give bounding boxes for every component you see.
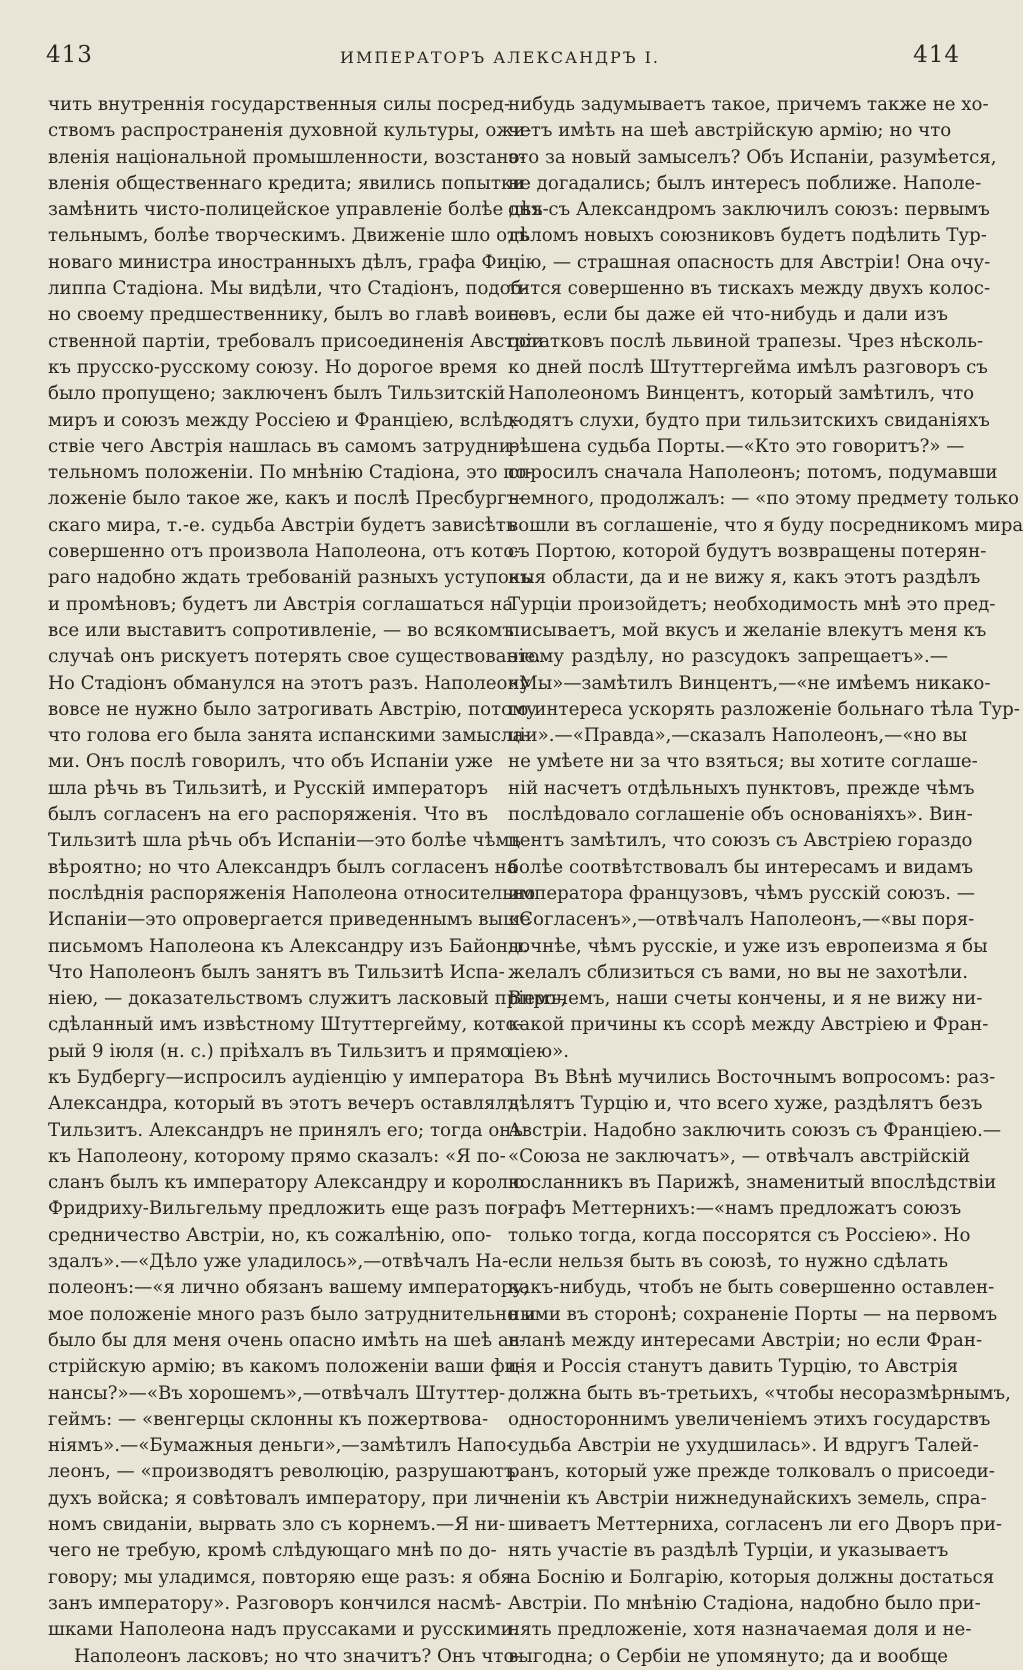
text-line: скаго мира, т.-е. судьба Австріи будетъ зависѣть [48, 514, 516, 536]
text-line: ранъ, который уже прежде толковалъ о присоеди- [508, 1461, 995, 1483]
text-line: должна быть въ-третьихъ, «чтобы несоразмѣрнымъ, [508, 1382, 1011, 1404]
left-text-column [48, 92, 567, 1670]
text-line: Что Наполеонъ былъ занятъ въ Тильзитѣ Испа- [48, 961, 505, 983]
text-line: шла рѣчь въ Тильзитѣ, и Русскій императоръ [48, 777, 488, 799]
text-line: это за новый замыселъ? Объ Испаніи, разумѣется, [508, 146, 997, 168]
text-line: нансы?»—«Въ хорошемъ»,—отвѣчалъ Штуттер- [48, 1382, 506, 1404]
text-line: дѣлятъ Турцію и, что всего хуже, раздѣлятъ безъ [508, 1093, 983, 1115]
text-line: не догадались; былъ интересъ поближе. Наполе- [508, 172, 982, 194]
text-line: дѣломъ новыхъ союзниковъ будетъ подѣлить Тур- [508, 225, 987, 247]
text-line: духъ войска; я совѣтовалъ императору, при лич- [48, 1487, 516, 1509]
text-line: ціею». [508, 1040, 570, 1062]
text-line: шками Наполеона надъ пруссаками и русскими. [48, 1619, 519, 1641]
text-line: чего не требую, кромѣ слѣдующаго мнѣ по до- [48, 1540, 497, 1562]
text-line: одностороннимъ увеличеніемъ этихъ государствъ [508, 1408, 991, 1430]
text-line: ній насчетъ отдѣльныхъ пунктовъ, прежде чѣмъ [508, 777, 975, 799]
text-line: спросилъ сначала Наполеонъ; потомъ, подумавши [508, 462, 998, 484]
text-line: здалъ».—«Дѣло уже уладилось»,—отвѣчалъ На- [48, 1251, 509, 1273]
text-line: ныя области, да и не вижу я, какъ этотъ раздѣлъ [508, 567, 981, 589]
text-line: ходятъ слухи, будто при тильзитскихъ свиданіяхъ [508, 409, 990, 431]
right-page-number: 414 [913, 42, 960, 68]
text-line: полеонъ:—«я лично обязанъ вашему императору; [48, 1277, 530, 1299]
text-line: желалъ сблизиться съ вами, но вы не захотѣли. [508, 961, 968, 983]
text-line: случаѣ онъ рискуетъ потерять свое существованіе. [48, 646, 541, 668]
text-line: было бы для меня очень опасно имѣть на шеѣ ав- [48, 1329, 526, 1351]
text-line: писываетъ, мой вкусъ и желаніе влекутъ меня къ [508, 619, 987, 641]
text-line: Александра, который въ этотъ вечеръ оставлялъ [48, 1093, 519, 1115]
text-line: ніею, — доказательствомъ служитъ ласковый пріемъ, [48, 988, 567, 1010]
text-line: ложеніе было такое же, какъ и послѣ Пресбургъ- [48, 488, 525, 510]
text-line: съ Портою, которой будутъ возвращены потерян- [508, 541, 987, 563]
left-page-number: 413 [46, 42, 93, 68]
text-line: «Мы»—замѣтилъ Винцентъ,—«не имѣемъ никако- [508, 672, 991, 694]
text-line: липпа Стадіона. Мы видѣли, что Стадіонъ, подоб- [48, 278, 528, 300]
text-line: послѣднія распоряженія Наполеона относительно [48, 882, 536, 904]
text-line: Но Стадіонъ обманулся на этотъ разъ. Наполеону [48, 672, 531, 694]
text-line: Фридриху-Вильгельму предложить еще разъ по- [48, 1198, 515, 1220]
text-line: номъ свиданіи, вырвать зло съ корнемъ.—Я ни- [48, 1514, 506, 1536]
text-line: новаго министра иностранныхъ дѣлъ, графа Фи- [48, 251, 515, 273]
text-line: ція и Россія станутъ давить Турцію, то Австрія [508, 1356, 959, 1378]
text-line: нибудь задумываетъ такое, причемъ также не хо- [508, 94, 989, 115]
text-line: геймъ: — «венгерцы склонны къ пожертвова- [48, 1408, 489, 1430]
text-line: судьба Австріи не ухудшилась». И вдругъ Талей- [508, 1435, 979, 1457]
text-line: ствіе чего Австрія нашлась въ самомъ затрудни- [48, 435, 517, 457]
text-line: раго надобно ждать требованій разныхъ уступокъ [48, 567, 532, 589]
text-line: письмомъ Наполеона къ Александру изъ Байоны. [48, 935, 529, 957]
text-line: къ прусско-русскому союзу. Но дорогое время [48, 356, 498, 378]
text-line: графъ Меттернихъ:—«намъ предложатъ союзъ [508, 1198, 962, 1220]
text-line: сланъ былъ къ императору Александру и королю [48, 1172, 525, 1194]
text-line: го интереса ускорять разложеніе больнаго тѣла Тур- [508, 698, 1020, 720]
text-line: Тильзитъ. Александръ не принялъ его; тогда онъ [48, 1119, 523, 1141]
text-line: какъ-нибудь, чтобъ не быть совершенно оставлен- [508, 1277, 995, 1299]
text-line: вовсе не нужно было затрогивать Австрію, потому [48, 698, 537, 720]
text-line: нять участіе въ раздѣлѣ Турціи, и указываетъ [508, 1540, 949, 1562]
text-line: если нельзя быть въ союзѣ, то нужно сдѣлать [508, 1251, 949, 1273]
text-line: нять предложеніе, хотя назначаемая доля и не- [508, 1619, 972, 1641]
text-line: рый 9 іюля (н. с.) пріѣхалъ въ Тильзитъ и прямо [48, 1040, 512, 1062]
text-line: Въ Вѣнѣ мучились Восточнымъ вопросомъ: раз- [534, 1066, 996, 1088]
text-line: посланникъ въ Парижѣ, знаменитый впослѣдствіи [508, 1172, 997, 1194]
text-line: Наполеономъ Винцентъ, который замѣтилъ, что [508, 383, 975, 405]
text-line: и промѣновъ; будетъ ли Австрія соглашаться на [48, 593, 514, 615]
text-line: леонъ, — «производятъ революцію, разрушаютъ [48, 1461, 516, 1483]
text-line: вошли въ соглашеніе, что я буду посредникомъ мира [508, 514, 1023, 536]
text-line: но своему предшественнику, былъ во главѣ воин- [48, 304, 527, 326]
text-line: тельнымъ, болѣе творческимъ. Движеніе шло отъ [48, 225, 529, 247]
text-line: немного, продолжалъ: — «по этому предмету только [508, 488, 1019, 510]
text-line: ко дней послѣ Штуттергейма имѣлъ разговоръ съ [508, 356, 988, 378]
text-line: говору; мы уладимся, повторяю еще разъ: я обя- [48, 1566, 519, 1588]
text-line: вленія національной промышленности, возстано- [48, 146, 526, 168]
text-line: замѣнить чисто-полицейское управленіе болѣе дѣя- [48, 199, 549, 221]
text-line: средничество Австріи, но, къ сожалѣнію, опо- [48, 1224, 492, 1246]
text-line: центъ замѣтилъ, что союзъ съ Австріею гораздо [508, 830, 973, 852]
text-line: планѣ между интересами Австріи; но если Фран- [508, 1329, 983, 1351]
text-line: все или выставитъ сопротивленіе, — во всякомъ [48, 619, 514, 641]
text-line: только тогда, когда поссорятся съ Россіею». Но [508, 1224, 971, 1246]
text-line: Тильзитѣ шла рѣчь объ Испаніи—это болѣе чѣмъ [48, 830, 522, 852]
text-line: вѣроятно; но что Александръ былъ согласенъ на [48, 856, 518, 878]
text-line: мое положеніе много разъ было затруднительно и [48, 1303, 537, 1325]
text-line: четъ имѣть на шеѣ австрійскую армію; но что [508, 120, 952, 142]
text-line: Австріи. Надобно заключить союзъ съ Франціею.— [508, 1119, 1002, 1141]
text-line: дочнѣе, чѣмъ русскіе, и уже изъ европеизма я бы [508, 935, 988, 957]
text-line: вленія общественнаго кредита; явились попытки [48, 172, 525, 194]
text-line: чить внутреннія государственныя силы посред- [48, 94, 511, 115]
text-line: занъ императору». Разговоръ кончился насмѣ- [48, 1592, 502, 1614]
text-line: этому раздѣлу, но разсудокъ запрещаетъ».— [508, 646, 948, 668]
text-line: «Согласенъ»,—отвѣчалъ Наполеонъ,—«вы поря- [508, 909, 975, 931]
text-line: на Боснію и Болгарію, которыя должны достаться [508, 1566, 995, 1588]
text-line: послѣдовало соглашеніе объ основаніяхъ». Вин- [508, 804, 973, 826]
text-line: рѣшена судьба Порты.—«Кто это говоритъ?» — [508, 435, 965, 457]
running-title: ИМПЕРАТОРЪ АЛЕКСАНДРЪ I. [339, 48, 661, 67]
text-line: императора французовъ, чѣмъ русскій союзъ. — [508, 882, 975, 904]
text-line: шиваетъ Меттерниха, согласенъ ли его Дворъ при- [508, 1514, 1003, 1536]
text-line: миръ и союзъ между Россіею и Франціею, вслѣд- [48, 409, 521, 431]
text-line: совершенно отъ произвола Наполеона, отъ кото- [48, 541, 521, 563]
text-line: ственной партіи, требовалъ присоединенія Австріи [48, 330, 544, 352]
page-header [40, 38, 960, 78]
text-line: совъ, если бы даже ей что-нибудь и дали изъ [508, 304, 948, 326]
text-line: болѣе соотвѣтствовалъ бы интересамъ и видамъ [508, 856, 974, 878]
right-text-column [508, 92, 1023, 1670]
text-line: тельномъ положеніи. По мнѣнію Стадіона, это по- [48, 462, 533, 484]
text-line: не умѣете ни за что взяться; вы хотите соглаше- [508, 751, 978, 773]
text-line: ніямъ».—«Бумажныя деньги»,—замѣтилъ Напо- [48, 1435, 513, 1457]
text-line: сдѣланный имъ извѣстному Штуттергейму, кото- [48, 1014, 523, 1036]
text-line: «Союза не заключатъ», — отвѣчалъ австрійскій [508, 1145, 971, 1167]
text-line: выгодна; о Сербіи не упомянуто; да и вообще [508, 1645, 948, 1667]
text-line: цію, — страшная опасность для Австріи! Она очу- [508, 251, 991, 273]
text-line: былъ согласенъ на его распоряженія. Что въ [48, 804, 488, 826]
text-line: стрійскую армію; въ какомъ положеніи ваши фи- [48, 1356, 523, 1378]
text-line: къ Наполеону, которому прямо сказалъ: «Я по- [48, 1145, 506, 1167]
text-line: ми. Онъ послѣ говорилъ, что объ Испаніи уже [48, 751, 494, 773]
text-line: Испаніи—это опровергается приведеннымъ выше [48, 909, 531, 931]
text-line: ствомъ распространенія духовной культуры, ожи- [48, 120, 532, 142]
text-line: онъ съ Александромъ заключилъ союзъ: первымъ [508, 199, 990, 221]
text-line: было пропущено; заключенъ былъ Тильзитскій [48, 383, 506, 405]
text-line: Австріи. По мнѣнію Стадіона, надобно было при- [508, 1592, 981, 1614]
text-line: ціи».—«Правда»,—сказалъ Наполеонъ,—«но вы [508, 725, 968, 747]
text-line: Впрочемъ, наши счеты кончены, и я не вижу ни- [508, 988, 983, 1010]
text-line: тится совершенно въ тискахъ между двухъ колос- [508, 278, 991, 300]
text-line: Турціи произойдетъ; необходимость мнѣ это пред- [508, 593, 996, 615]
text-line: что голова его была занята испанскими замысла- [48, 725, 530, 747]
text-line: Наполеонъ ласковъ; но что значитъ? Онъ что- [74, 1645, 521, 1667]
text-line: неніи къ Австріи нижнедунайскихъ земель, спра- [508, 1487, 987, 1509]
text-line: къ Будбергу—испросилъ аудіенцію у императора [48, 1066, 525, 1088]
text-line: остатковъ послѣ львиной трапезы. Чрез нѣсколь- [508, 330, 984, 352]
text-line: ными въ сторонѣ; сохраненіе Порты — на первомъ [508, 1303, 998, 1325]
text-line: какой причины къ ссорѣ между Австріею и Фран- [508, 1014, 989, 1036]
